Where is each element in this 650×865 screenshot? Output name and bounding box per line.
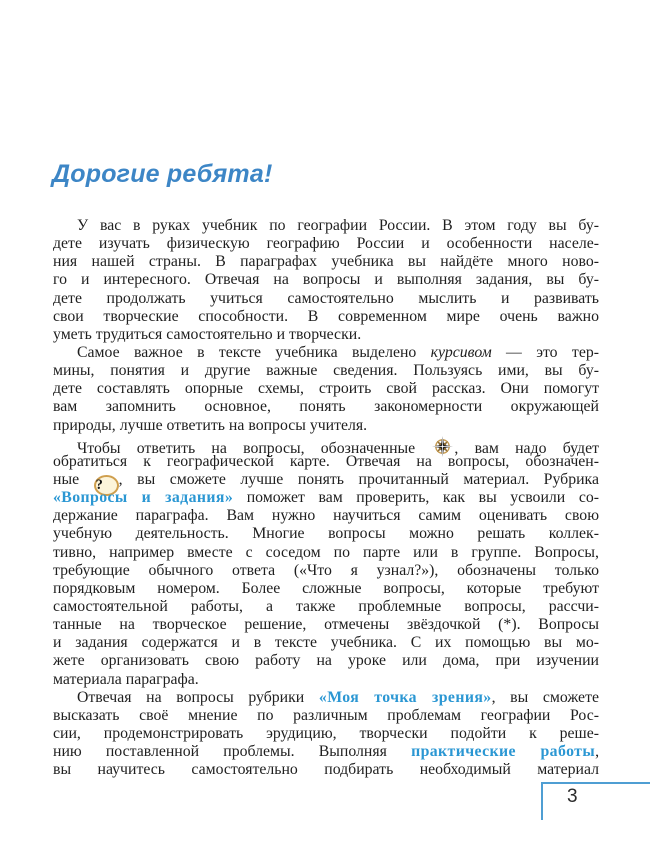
text-segment: уметь трудиться самостоятельно и творчески.: [53, 325, 362, 343]
text-line: [53, 417, 599, 435]
text-segment: дете изучать физическую географию России и особенности населе-: [53, 235, 599, 253]
text-line: [53, 707, 599, 725]
text-segment: поможет вам проверить, как вы усвоили со-: [233, 489, 599, 507]
text-segment: У вас в руках учебник по географии России. В этом году вы бу-: [77, 217, 599, 234]
text-segment: высказать своё мнение по различным проблемам географии Рос-: [53, 706, 599, 724]
text-segment: обратиться к географической карте. Отвечая на вопросы, обозначен-: [53, 452, 599, 470]
text-line: [53, 253, 599, 271]
page-number-box: [541, 782, 650, 820]
text-line: [53, 507, 599, 525]
text-segment: ния нашей страны. В параграфах учебника вы найдёте много ново-: [53, 253, 599, 271]
text-segment: держание параграфа. Вам нужно научиться самим оценивать свою: [53, 507, 599, 525]
text-segment: тивно, например вместе с соседом по парте или в группе. Вопросы,: [53, 543, 599, 561]
text-line: [53, 435, 600, 457]
rubric-label: «Моя точка зрения»: [318, 688, 492, 706]
text-segment: дете продолжать учиться самостоятельно мыслить и развивать: [53, 289, 599, 307]
text-segment: Самое важное в тексте учебника выделено: [77, 343, 431, 361]
text-segment: Отвечая на вопросы рубрики: [77, 688, 319, 706]
text-segment: и задания содержатся и в тексте учебника. С их помощью вы мо-: [53, 634, 599, 652]
text-line: [53, 562, 599, 580]
text-segment: вам запомнить основное, понять закономерности окружающей: [53, 398, 599, 416]
text-line: [53, 671, 599, 689]
text-segment: Чтобы ответить на вопросы, обозначенные: [77, 439, 432, 457]
rubric-label: «Вопросы и задания»: [53, 489, 234, 507]
text-segment: требующие обычного ответа («Что я узнал?»), обозначены только: [53, 561, 599, 579]
text-segment: жете организовать свою работу на уроке или дома, при изучении: [53, 652, 599, 670]
text-line: [53, 598, 599, 616]
text-segment: го и интересного. Отвечая на вопросы и выполняя задания, вы бу-: [53, 271, 599, 289]
text-line: [53, 380, 599, 398]
text-segment: ные: [53, 470, 94, 488]
text-line: [53, 326, 599, 344]
text-line: [53, 689, 599, 707]
page-title: Дорогие ребята!: [52, 160, 273, 188]
text-line: [53, 453, 599, 471]
text-segment: порядковым номером. Более сложные вопросы, которые требуют: [53, 579, 599, 597]
text-line: [53, 489, 599, 507]
text-segment: курсивом: [430, 343, 492, 361]
text-segment: дете составлять опорные схемы, строить свой рассказ. Они помогут: [53, 380, 599, 398]
text-line: [53, 525, 599, 543]
text-segment: вы научитесь самостоятельно подбирать необходимый материал: [53, 761, 599, 779]
text-line: [53, 217, 599, 235]
text-line: [53, 580, 599, 598]
text-line: [53, 544, 599, 562]
text-segment: природы, лучше ответить на вопросы учителя.: [53, 416, 368, 434]
text-line: [53, 271, 599, 289]
text-segment: , вы сможете: [491, 688, 599, 706]
text-segment: мины, понятия и другие важные сведения. Пользуясь ими, вы бу-: [53, 362, 599, 380]
text-line: [53, 470, 599, 493]
text-line: [53, 725, 599, 743]
text-line: [53, 344, 599, 362]
text-segment: — это тер-: [491, 343, 599, 361]
text-segment: , вам надо будет: [454, 439, 600, 457]
text-segment: ,: [595, 743, 600, 761]
text-line: [53, 362, 599, 380]
question-glyph: ?: [95, 476, 103, 493]
text-segment: самостоятельной работы, а также проблемные вопросы, рассчи-: [53, 597, 599, 615]
text-line: [53, 652, 599, 670]
text-line: [53, 235, 599, 253]
text-segment: учебную деятельность. Многие вопросы можно решать коллек-: [53, 525, 599, 543]
page-number: 3: [567, 786, 578, 807]
text-line: [53, 616, 599, 634]
rubric-label: практические работы: [411, 743, 596, 761]
text-line: [53, 398, 599, 416]
text-segment: материала параграфа.: [53, 670, 199, 688]
text-line: [53, 634, 599, 652]
text-segment: нию поставленной проблемы. Выполняя: [53, 743, 412, 761]
text-line: [53, 743, 599, 761]
text-segment: свои творческие способности. В современном мире очень важно: [53, 307, 599, 325]
text-block: [53, 217, 599, 779]
text-segment: сии, продемонстрировать эрудицию, творчески подойти к реше-: [53, 724, 599, 742]
text-line: [53, 290, 599, 308]
text-segment: , вы сможете лучше понять прочитанный материал. Рубрика: [118, 470, 599, 488]
text-segment: танные на творческое решение, отмечены звёздочкой (*). Вопросы: [53, 616, 599, 634]
text-line: [53, 761, 599, 779]
text-line: [53, 308, 599, 326]
